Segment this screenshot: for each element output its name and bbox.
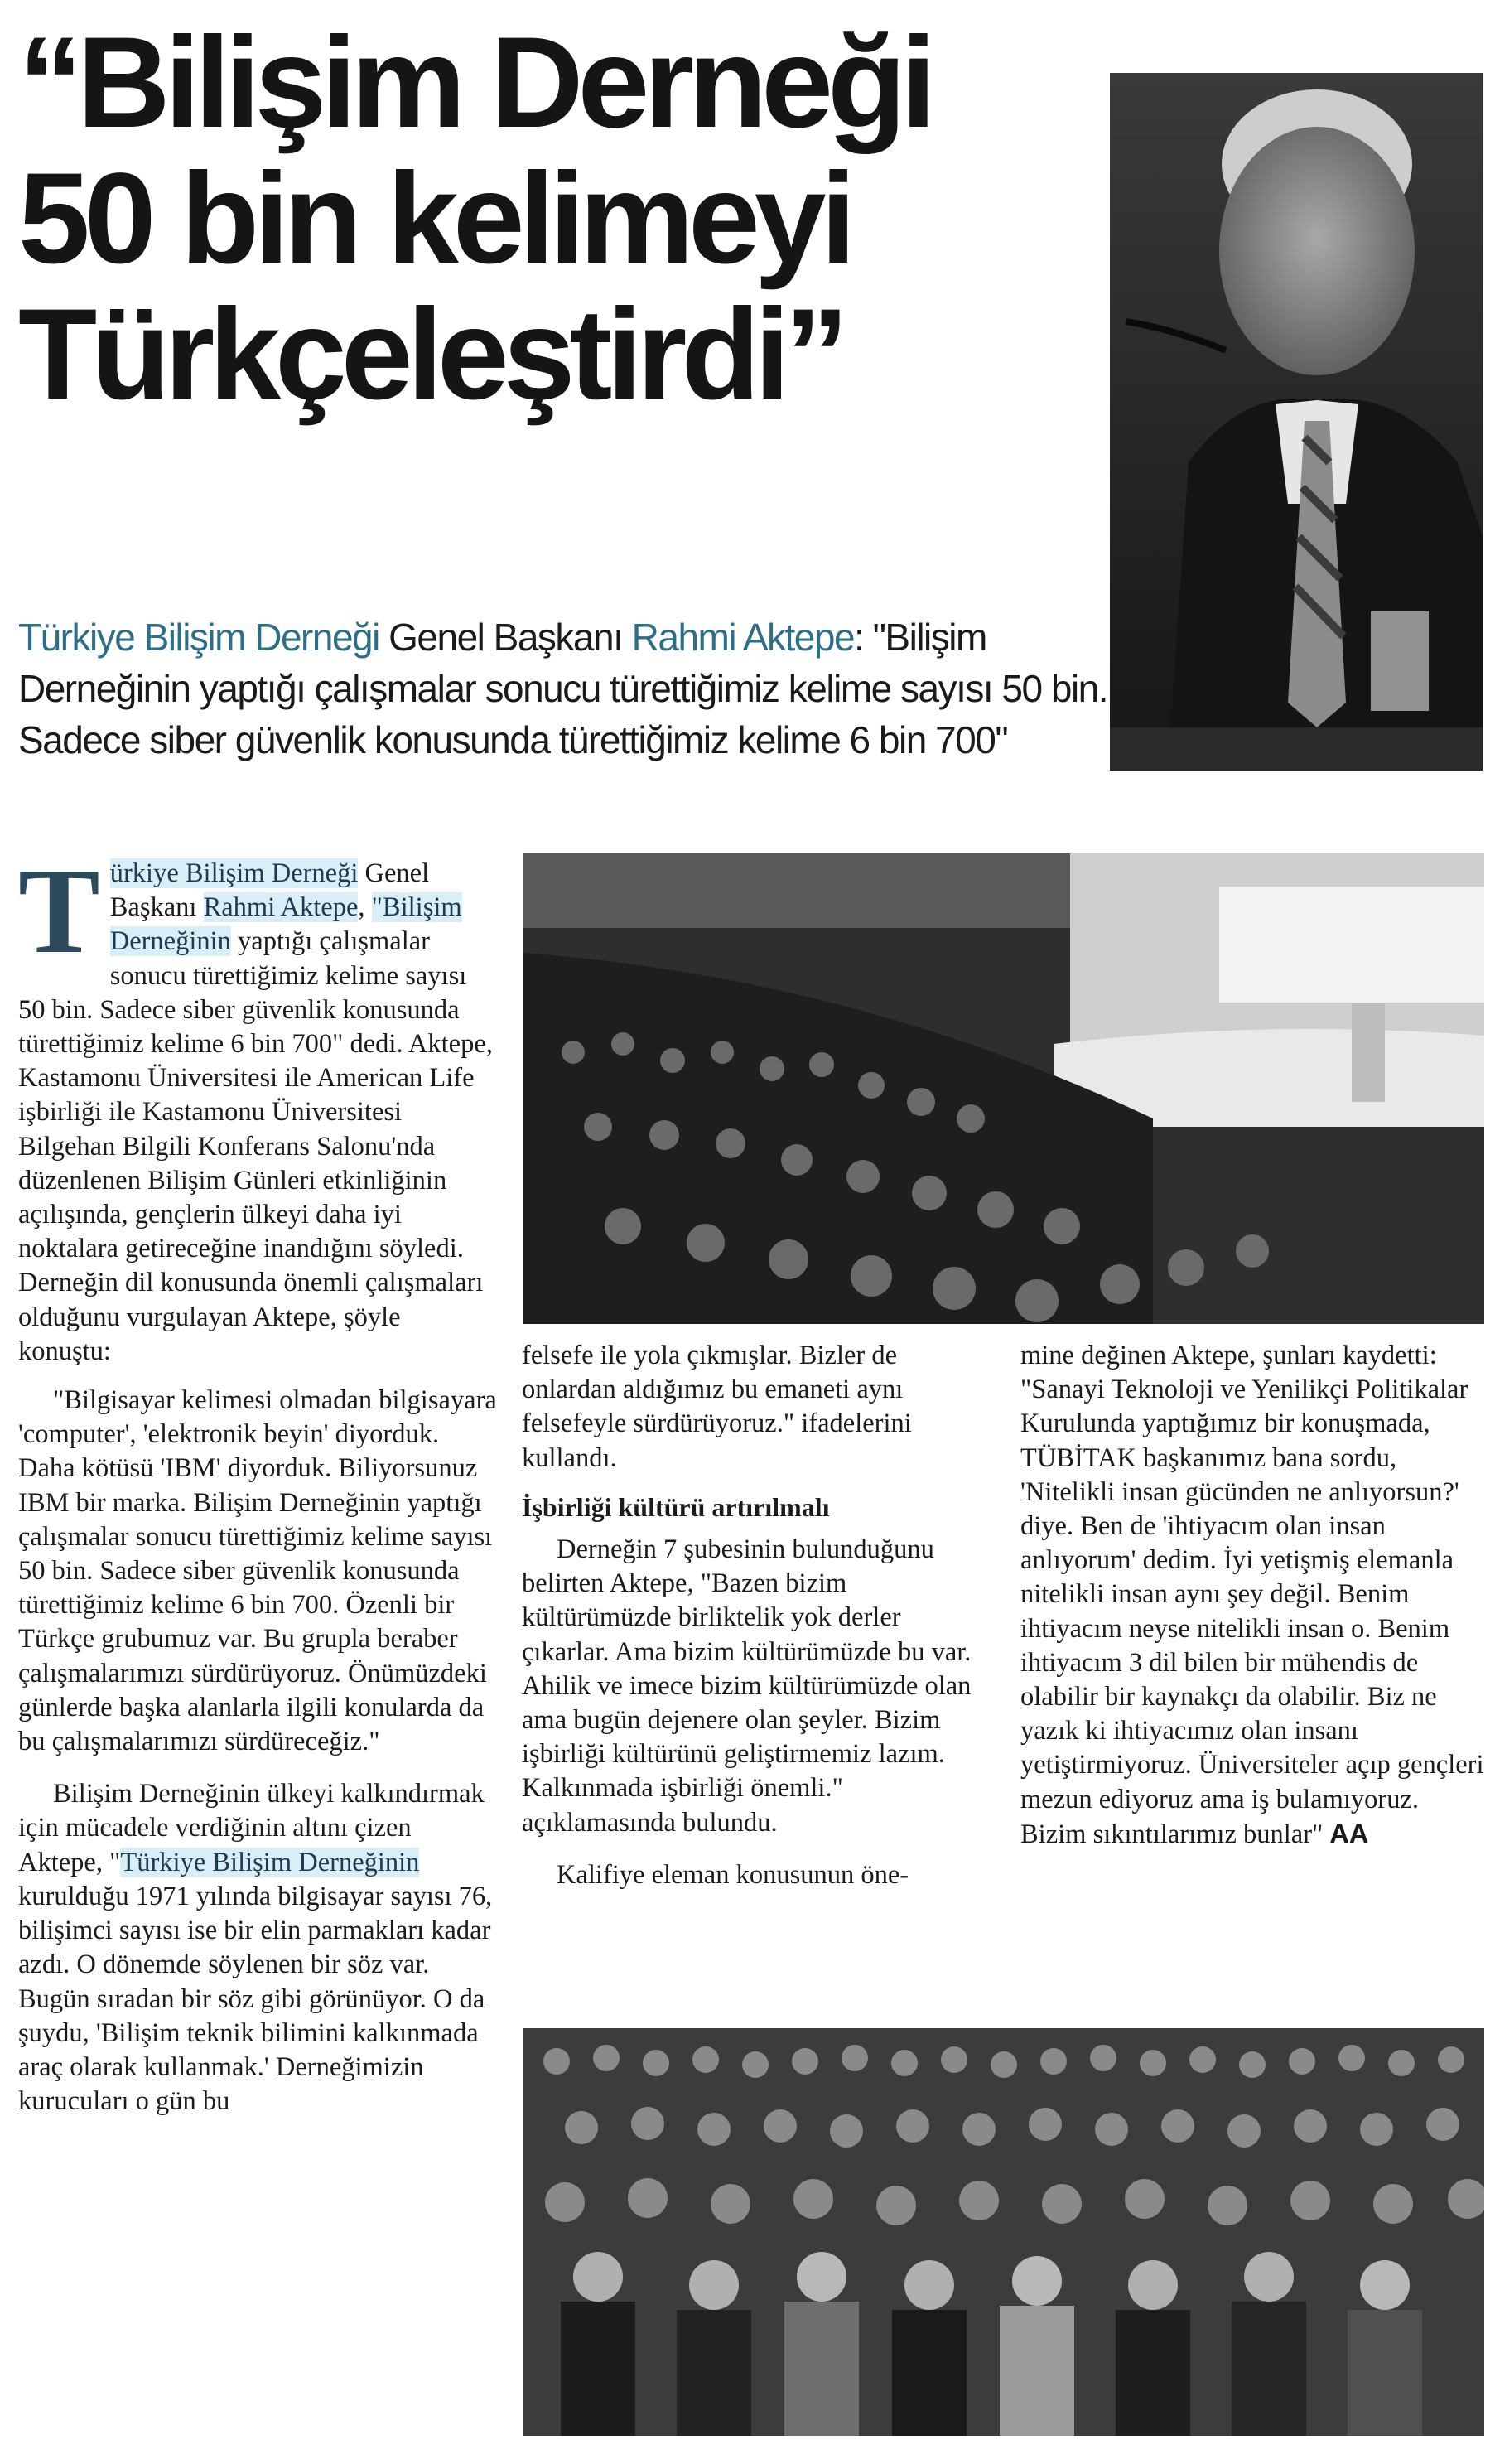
paragraph-3-start: Bilişim Derneğinin ülkeyi kalkındırmak için mücadele verdiğinin altını çizen Aktepe, " xyxy=(18,1779,485,1877)
speaker-photo-image xyxy=(1110,73,1483,771)
subhead-name: Rahmi Aktepe xyxy=(631,616,855,659)
headline-line-3: Türkçeleştirdi” xyxy=(18,283,844,427)
article-column-3 xyxy=(1020,1339,1484,1852)
headline-line-1: “Bilişim Derneği xyxy=(18,11,931,155)
conference-hall-photo xyxy=(523,853,1484,1324)
speaker-photo xyxy=(1110,73,1483,771)
headline xyxy=(18,11,1095,427)
drop-cap: T xyxy=(18,843,100,979)
subhead-role: Genel Başkanı xyxy=(379,616,632,659)
article-lead-paragraph xyxy=(18,843,499,1369)
column-2-paragraph-1: felsefe ile yola çıkmışlar. Bizler de onlardan aldığımız bu emaneti aynı felsefeyle sürdürüyoruz." ifadelerini kullandı. xyxy=(522,1341,912,1473)
lead-organization: ürkiye Bilişim Derneği xyxy=(109,858,359,888)
column-3-text: mine değinen Aktepe, şunları kaydetti: "Sanayi Teknoloji ve Yenilikçi Politikalar Kurulunda yaptığımız bir konuşmada, TÜBİTAK başkanımız bana sordu, 'Nitelikli insan gücünden ne anlıyorsun?' diye. Ben de 'ihtiyacım olan insan anlıyorum' dedim. İyi yetişmiş elemanla nitelikli insan aynı şey değil. Benim ihtiyacım neyse nitelikli insan o. Benim ihtiyacım 3 dil bilen bir mühendis de olabilir bir kaynakçı da olabilir. Biz ne yazık ki ihtiyacımız olan insanı yetiştirmiyoruz. Üniversiteler açıp gençleri mezun ediyoruz ama iş bulamıyoruz. Bizim sıkıntılarımız bunlar" xyxy=(1020,1341,1484,1849)
column-2-paragraph-2: Derneğin 7 şubesinin bulunduğunu belirten Aktepe, "Bazen bizim kültürümüzde birliktelik yok derler çıkarlar. Ama bizim kültürümüzde bu var. Ahilik ve imece bizim kültürümüzde olan ama bugün dejenere olan şeyler. Bizim işbirliği kültürünü geliştirmemiz lazım. Kalkınmada işbirliği önemli." açıklamasında bulundu. xyxy=(522,1534,972,1838)
article-paragraph-3 xyxy=(18,1777,499,2119)
group-photo xyxy=(523,2028,1484,2436)
lead-name: Rahmi Aktepe xyxy=(203,892,359,923)
paragraph-3-highlight: Türkiye Bilişim Derneğinin xyxy=(120,1847,420,1877)
subhead-organization: Türkiye Bilişim Derneği xyxy=(18,616,379,659)
section-subtitle: İşbirliği kültürü artırılmalı xyxy=(522,1491,830,1522)
lead-text: yaptığı çalışmalar sonucu türettiğimiz kelime sayısı 50 bin. Sadece siber güvenlik konusunda türettiğimiz kelime 6 bin 700" dedi. Aktepe, Kastamonu Üniversitesi ile American Life işbirliği ile Kastamonu Üniversitesi Bilgehan Bilgili Konferans Salonu'nda düzenlenen Bilişim Günleri etkinliğinin açılışında, gençlerin ülkeyi daha iyi noktalara getireceğine inandığını söyledi. Derneğin dil konusunda önemli çalışmaları olduğunu vurgulayan Aktepe, şöyle konuştu: xyxy=(18,926,493,1366)
conference-hall-image xyxy=(523,853,1484,1324)
article-column-1 xyxy=(18,843,499,2119)
article-quote-paragraph: "Bilgisayar kelimesi olmadan bilgisayara 'computer', 'elektronik beyin' diyorduk. Daha kötüsü 'IBM' diyorduk. Biliyorsunuz IBM bir marka. Bilişim Derneğinin yaptığı çalışmalar sonucu türettiğimiz kelime sayısı 50 bin. Sadece siber güvenlik konusunda türettiğimiz kelime 6 bin 700. Özenli bir Türkçe grubumuz var. Bu grupla beraber çalışmalarımızı sürdürüyoruz. Önümüzdeki günlerde başka alanlarla ilgili konularda da bu çalışmalarımızı sürdüreceğiz." xyxy=(18,1385,497,1757)
article-column-2 xyxy=(522,1339,986,1892)
agency-signature: AA xyxy=(1329,1818,1369,1848)
headline-line-2: 50 bin kelimeyi xyxy=(18,147,851,291)
subhead-quote: : "Bilişim Derneğinin yaptığı çalışmalar sonucu türettiğimiz kelime sayısı 50 bin. Sadece siber güvenlik konusunda türettiğimiz kelime 6 bin 700" xyxy=(18,616,1108,761)
lead-quote-highlight: "Bilişim Derneğinin xyxy=(109,892,462,957)
lead-role: Genel Başkanı xyxy=(109,858,430,923)
column-2-paragraph-3: Kalifiye eleman konusunun öne- xyxy=(557,1859,909,1890)
paragraph-3-end: kurulduğu 1971 yılında bilgisayar sayısı 76, bilişimci sayısı ise bir elin parmakları kadar azdı. O dönemde söylenen bir söz var. Bugün sıradan bir söz gibi görünüyor. O da şuydu, 'Bilişim teknik bilimini kalkınmada araç olarak kullanmak.' Derneğimizin kurucuları o gün bu xyxy=(18,1881,493,2117)
subheadline xyxy=(18,611,1120,766)
column-3-paragraph-1 xyxy=(1020,1339,1484,1852)
lead-separator: , xyxy=(358,892,372,923)
group-photo-image xyxy=(523,2028,1484,2436)
